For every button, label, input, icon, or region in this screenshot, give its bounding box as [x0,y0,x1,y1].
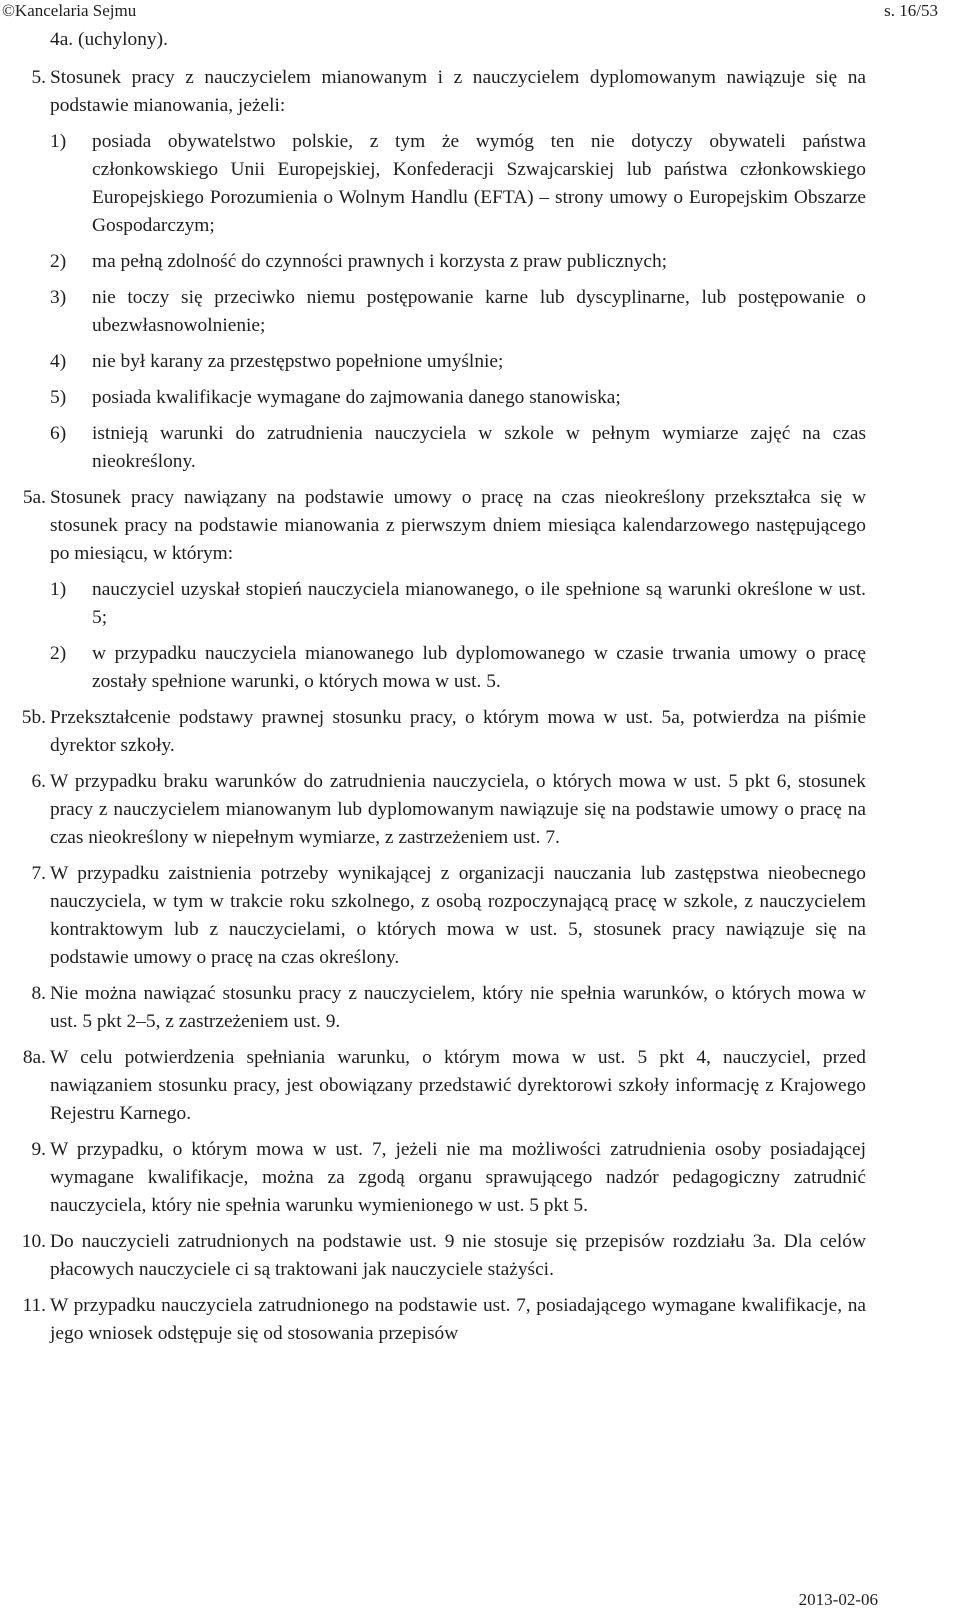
paragraph-5b [0,704,960,760]
paragraph-number: 5a. [22,487,46,508]
item-number: 2) [50,643,67,664]
paragraph-text: W przypadku nauczyciela zatrudnionego na podstawie ust. 7, posiadającego wymagane kwalifikacje, na jego wniosek odstępuje się od stosowania przepisów [50,1295,866,1344]
paragraph-9 [0,1136,960,1220]
list-item [0,420,960,476]
paragraph-text: W celu potwierdzenia spełniania warunku, o którym mowa w ust. 5 pkt 4, nauczyciel, przed nawiązaniem stosunku pracy, jest obowiązany przedstawić dyrektorowi szkoły informację z Krajowego Rejestru Karnego. [50,1047,866,1124]
paragraph-text: Stosunek pracy nawiązany na podstawie umowy o pracę na czas nieokreślony przekształca się w stosunek pracy na podstawie mianowania z pierwszym dniem miesiąca kalendarzowego następującego po miesiącu, w którym: [50,487,866,564]
paragraph-7 [0,860,960,972]
item-text: nie toczy się przeciwko niemu postępowanie karne lub dyscyplinarne, lub postępowanie o ubezwłasnowolnienie; [92,287,866,336]
paragraph-number: 7. [31,863,46,884]
paragraph-number: 8a. [22,1047,46,1068]
item-number: 1) [50,131,67,152]
list-item [0,284,960,340]
item-number: 5) [50,387,67,408]
header-page-number: s. 16/53 [884,1,938,20]
paragraph-5a [0,484,960,568]
header-copyright: ©Kancelaria Sejmu [2,1,137,20]
paragraph-8a [0,1044,960,1128]
paragraph-text: Przekształcenie podstawy prawnej stosunku pracy, o którym mowa w ust. 5a, potwierdza na piśmie dyrektor szkoły. [50,707,866,756]
list-item [0,128,960,240]
paragraph-number: 5b. [21,707,46,728]
item-text: nauczyciel uzyskał stopień nauczyciela mianowanego, o ile spełnione są warunki określone w ust. 5; [92,579,866,628]
paragraph-number: 10. [21,1231,46,1252]
paragraph-4a [0,26,960,54]
item-text: istnieją warunki do zatrudnienia nauczyciela w szkole w pełnym wymiarze zajęć na czas nieokreślony. [92,423,866,472]
paragraph-number: 9. [31,1139,46,1160]
list-item [0,640,960,696]
item-text: ma pełną zdolność do czynności prawnych i korzysta z praw publicznych; [92,251,668,272]
paragraph-number: 11. [22,1295,46,1316]
paragraph-number: 6. [31,771,46,792]
paragraph-number: 5. [31,67,46,88]
item-number: 2) [50,251,67,272]
item-number: 4) [50,351,67,372]
item-number: 1) [50,579,67,600]
item-text: posiada kwalifikacje wymagane do zajmowania danego stanowiska; [92,387,621,408]
paragraph-4a-text: 4a. (uchylony). [50,29,168,50]
paragraph-text: W przypadku zaistnienia potrzeby wynikającej z organizacji nauczania lub zastępstwa nieobecnego nauczyciela, w tym w trakcie roku szkolnego, z osobą rozpoczynającą pracę w szkole, z nauczycielem kontraktowym lub z nauczycielami, o których mowa w ust. 5, stosunek pracy nawiązuje się na podstawie umowy o pracę na czas określony. [50,863,866,968]
paragraph-text: W przypadku braku warunków do zatrudnienia nauczyciela, o których mowa w ust. 5 pkt 6, stosunek pracy z nauczycielem mianowanym lub dyplomowanym nawiązuje się na podstawie umowy o pracę na czas nieokreślony w niepełnym wymiarze, z zastrzeżeniem ust. 7. [50,771,866,848]
list-item [0,248,960,276]
list-item [0,348,960,376]
paragraph-text: Nie można nawiązać stosunku pracy z nauczycielem, który nie spełnia warunków, o których mowa w ust. 5 pkt 2–5, z zastrzeżeniem ust. 9. [50,983,866,1032]
item-text: w przypadku nauczyciela mianowanego lub dyplomowanego w czasie trwania umowy o pracę zostały spełnione warunki, o których mowa w ust. 5. [92,643,866,692]
list-item [0,384,960,412]
paragraph-text: Stosunek pracy z nauczycielem mianowanym i z nauczycielem dyplomowanym nawiązuje się na podstawie mianowania, jeżeli: [50,67,866,116]
paragraph-text: W przypadku, o którym mowa w ust. 7, jeżeli nie ma możliwości zatrudnienia osoby posiadającej wymagane kwalifikacje, można za zgodą organu sprawującego nadzór pedagogiczny zatrudnić nauczyciela, który nie spełnia warunku wymienionego w ust. 5 pkt 5. [50,1139,866,1216]
item-number: 6) [50,423,67,444]
page-header [0,0,960,26]
item-text: nie był karany za przestępstwo popełnione umyślnie; [92,351,504,372]
paragraph-10 [0,1228,960,1284]
item-number: 3) [50,287,67,308]
list-item [0,576,960,632]
paragraph-6 [0,768,960,852]
item-text: posiada obywatelstwo polskie, z tym że wymóg ten nie dotyczy obywateli państwa członkowskiego Unii Europejskiej, Konfederacji Szwajcarskiej lub państwa członkowskiego Europejskiego Porozumienia o Wolnym Handlu (EFTA) – strony umowy o Europejskim Obszarze Gospodarczym; [92,131,866,236]
paragraph-text: Do nauczycieli zatrudnionych na podstawie ust. 9 nie stosuje się przepisów rozdziału 3a. Dla celów płacowych nauczyciele ci są traktowani jak nauczyciele stażyści. [50,1231,866,1280]
paragraph-number: 8. [31,983,46,1004]
paragraph-5 [0,64,960,120]
footer-date: 2013-02-06 [798,1590,878,1609]
document-body [0,26,960,1356]
paragraph-11 [0,1292,960,1348]
paragraph-8 [0,980,960,1036]
